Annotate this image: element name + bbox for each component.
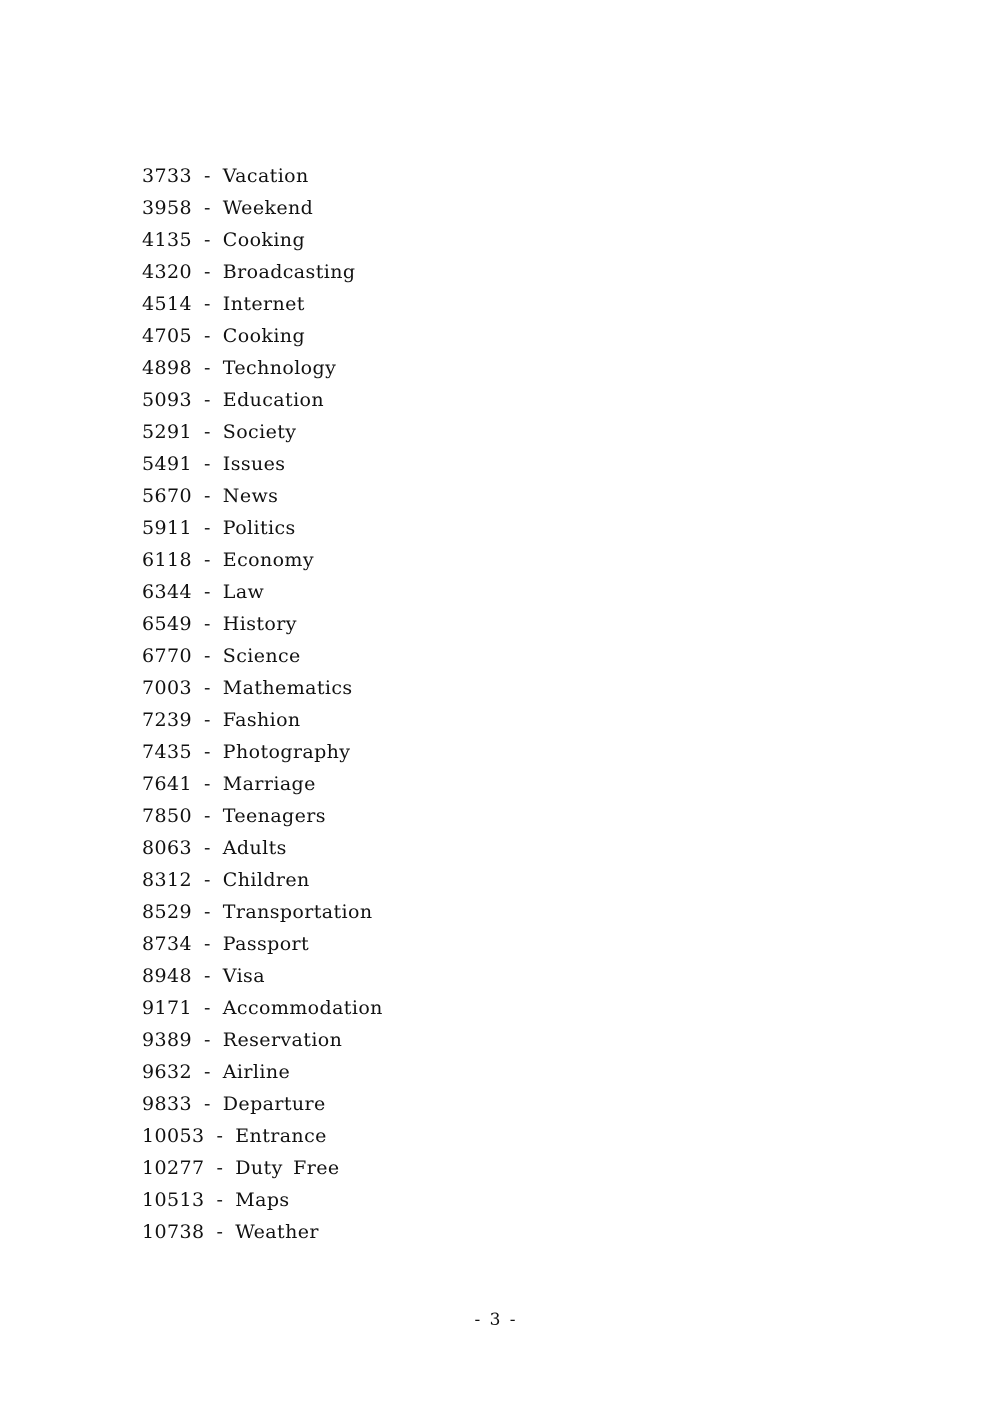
entry-separator: -: [203, 773, 211, 795]
list-item: [142, 1024, 383, 1056]
entry-topic: Society: [222, 421, 297, 443]
entry-number: 10738: [142, 1221, 205, 1243]
entry-number: 4705: [142, 325, 192, 347]
entry-topic: Vacation: [222, 165, 309, 187]
list-item: [142, 768, 383, 800]
page-number: - 3 -: [474, 1310, 518, 1330]
entry-topic: Education: [222, 389, 325, 411]
list-item: [142, 608, 383, 640]
entry-number: 4320: [142, 261, 192, 283]
entry-separator: -: [203, 933, 211, 955]
entry-number: 3733: [142, 165, 192, 187]
entry-number: 10277: [142, 1157, 205, 1179]
list-item: [142, 992, 383, 1024]
entry-number: 6344: [142, 581, 192, 603]
entry-number: 4514: [142, 293, 192, 315]
entry-topic: Issues: [222, 453, 286, 475]
list-item: [142, 1216, 383, 1248]
entry-separator: -: [203, 581, 211, 603]
list-item: [142, 832, 383, 864]
entry-separator: -: [203, 709, 211, 731]
entry-topic: Entrance: [235, 1125, 327, 1147]
entry-topic: Broadcasting: [222, 261, 356, 283]
list-item: [142, 1088, 383, 1120]
entry-separator: -: [203, 229, 211, 251]
list-item: [142, 416, 383, 448]
list-item: [142, 896, 383, 928]
list-item: [142, 640, 383, 672]
list-item: [142, 1056, 383, 1088]
entry-separator: -: [203, 1061, 211, 1083]
entry-topic: Duty Free: [235, 1157, 340, 1179]
entry-separator: -: [203, 837, 211, 859]
entry-topic: History: [222, 613, 297, 635]
entry-separator: -: [203, 613, 211, 635]
entry-number: 5911: [142, 517, 192, 539]
entry-topic: Passport: [222, 933, 310, 955]
entry-separator: -: [203, 517, 211, 539]
entry-topic: Mathematics: [222, 677, 353, 699]
entry-separator: -: [203, 357, 211, 379]
list-item: [142, 704, 383, 736]
list-item: [142, 448, 383, 480]
entry-separator: -: [203, 325, 211, 347]
entry-topic: Adults: [222, 837, 287, 859]
list-item: [142, 960, 383, 992]
entry-topic: Cooking: [222, 325, 306, 347]
entry-number: 7641: [142, 773, 192, 795]
entry-separator: -: [203, 1029, 211, 1051]
entry-number: 5093: [142, 389, 192, 411]
entry-separator: -: [203, 165, 211, 187]
list-item: [142, 928, 383, 960]
entry-number: 9171: [142, 997, 192, 1019]
entry-number: 8063: [142, 837, 192, 859]
entry-number: 10053: [142, 1125, 205, 1147]
entry-topic: Teenagers: [222, 805, 326, 827]
entry-topic: Politics: [222, 517, 296, 539]
entry-separator: -: [203, 677, 211, 699]
entry-topic: Children: [222, 869, 310, 891]
entry-separator: -: [203, 805, 211, 827]
entry-separator: -: [203, 965, 211, 987]
entry-separator: -: [216, 1157, 224, 1179]
entry-number: 6118: [142, 549, 192, 571]
entry-number: 5291: [142, 421, 192, 443]
entry-separator: -: [216, 1221, 224, 1243]
entry-topic: Weather: [235, 1221, 319, 1243]
entry-topic: Internet: [222, 293, 305, 315]
entry-number: 9833: [142, 1093, 192, 1115]
list-item: [142, 864, 383, 896]
entry-topic: Science: [222, 645, 301, 667]
entry-separator: -: [203, 645, 211, 667]
entry-topic: Marriage: [222, 773, 316, 795]
list-item: [142, 256, 383, 288]
entry-topic: Transportation: [222, 901, 373, 923]
entry-separator: -: [203, 997, 211, 1019]
entry-separator: -: [203, 869, 211, 891]
entry-topic: Photography: [222, 741, 351, 763]
entry-topic: Technology: [222, 357, 337, 379]
entry-topic: Weekend: [222, 197, 314, 219]
list-item: [142, 800, 383, 832]
entry-separator: -: [216, 1189, 224, 1211]
entry-number: 7239: [142, 709, 192, 731]
list-item: [142, 576, 383, 608]
list-item: [142, 1152, 383, 1184]
entry-separator: -: [216, 1125, 224, 1147]
list-item: [142, 192, 383, 224]
entry-number: 10513: [142, 1189, 205, 1211]
entry-number: 8948: [142, 965, 192, 987]
entry-separator: -: [203, 453, 211, 475]
list-item: [142, 736, 383, 768]
entry-separator: -: [203, 1093, 211, 1115]
entry-separator: -: [203, 389, 211, 411]
entry-number: 8312: [142, 869, 192, 891]
entry-number: 5670: [142, 485, 192, 507]
entry-number: 5491: [142, 453, 192, 475]
entry-number: 3958: [142, 197, 192, 219]
entry-separator: -: [203, 549, 211, 571]
list-item: [142, 672, 383, 704]
list-item: [142, 512, 383, 544]
list-item: [142, 288, 383, 320]
entry-number: 8734: [142, 933, 192, 955]
entry-topic: Departure: [222, 1093, 326, 1115]
list-item: [142, 384, 383, 416]
entry-topic: Reservation: [222, 1029, 343, 1051]
list-item: [142, 1184, 383, 1216]
list-item: [142, 352, 383, 384]
list-item: [142, 480, 383, 512]
list-item: [142, 224, 383, 256]
entry-topic: Airline: [222, 1061, 291, 1083]
entry-separator: -: [203, 485, 211, 507]
entry-topic: Accommodation: [222, 997, 383, 1019]
entry-separator: -: [203, 901, 211, 923]
entry-number: 9632: [142, 1061, 192, 1083]
topic-index-list: [142, 160, 383, 1248]
entry-number: 9389: [142, 1029, 192, 1051]
list-item: [142, 1120, 383, 1152]
entry-topic: Fashion: [222, 709, 301, 731]
entry-separator: -: [203, 741, 211, 763]
entry-topic: Cooking: [222, 229, 306, 251]
entry-separator: -: [203, 261, 211, 283]
entry-number: 7850: [142, 805, 192, 827]
entry-number: 7435: [142, 741, 192, 763]
entry-number: 7003: [142, 677, 192, 699]
entry-separator: -: [203, 421, 211, 443]
entry-topic: Economy: [222, 549, 314, 571]
entry-number: 8529: [142, 901, 192, 923]
entry-topic: Maps: [235, 1189, 290, 1211]
entry-number: 4898: [142, 357, 192, 379]
entry-topic: Visa: [222, 965, 265, 987]
list-item: [142, 320, 383, 352]
entry-number: 6770: [142, 645, 192, 667]
entry-topic: News: [222, 485, 279, 507]
entry-separator: -: [203, 293, 211, 315]
entry-topic: Law: [222, 581, 265, 603]
list-item: [142, 544, 383, 576]
entry-separator: -: [203, 197, 211, 219]
list-item: [142, 160, 383, 192]
entry-number: 6549: [142, 613, 192, 635]
entry-number: 4135: [142, 229, 192, 251]
